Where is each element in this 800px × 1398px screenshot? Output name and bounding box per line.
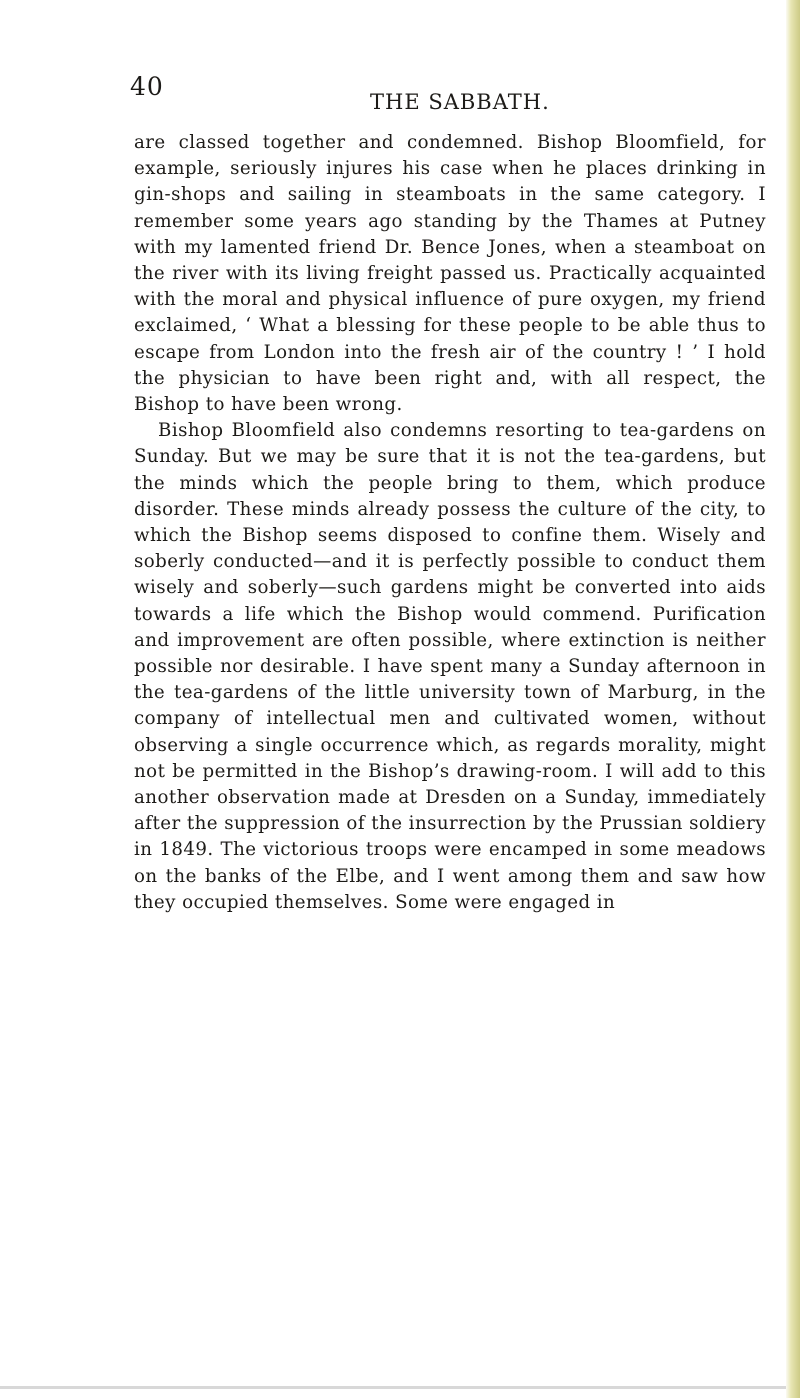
paragraph-1: are classed together and condemned. Bishop Bloomfield, for example, seriously injures his case when he places drinking in gin-shops and sailing in steamboats in the same category. I remember some years ago standing by the Thames at Putney with my lamented friend Dr. Bence Jones, when a steamboat on the river with its living freight passed us. Practically acquainted with the moral and physical influence of pure oxygen, my friend exclaimed, ‘ What a blessing for these people to be able thus to escape from London into the fresh air of the country ! ’ I hold the physician to have been right and, with all respect, the Bishop to have been wrong. [134,132,766,416]
scan-page-edge [786,0,800,1398]
running-head: THE SABBATH. [370,90,550,114]
paragraph-2: Bishop Bloomfield also condemns resorting to tea-gardens on Sunday. But we may be sure that it is not the tea-gardens, but the minds which the people bring to them, which produce disorder. These minds already possess the culture of the city, to which the Bishop seems disposed to confine them. Wisely and soberly conducted—and it is perfectly possible to conduct them wisely and soberly—such gardens might be converted into aids towards a life which the Bishop would commend. Purification and improvement are often possible, where extinction is neither possible nor desirable. I have spent many a Sunday afternoon in the tea-gardens of the little university town of Marburg, in the company of intellectual men and cultivated women, without observing a single occurrence which, as regards morality, might not be permitted in the Bishop’s drawing-room. I will add to this another observation made at Dresden on a Sunday, immediately after the suppression of the insurrection by the Prussian soldiery in 1849. The victorious troops were encamped in some meadows on the banks of the Elbe, and I went among them and saw how they occupied themselves. Some were engaged in [134,420,766,913]
page-number: 40 [130,72,164,101]
body-text [134,130,766,916]
bottom-edge-line [0,1386,786,1389]
